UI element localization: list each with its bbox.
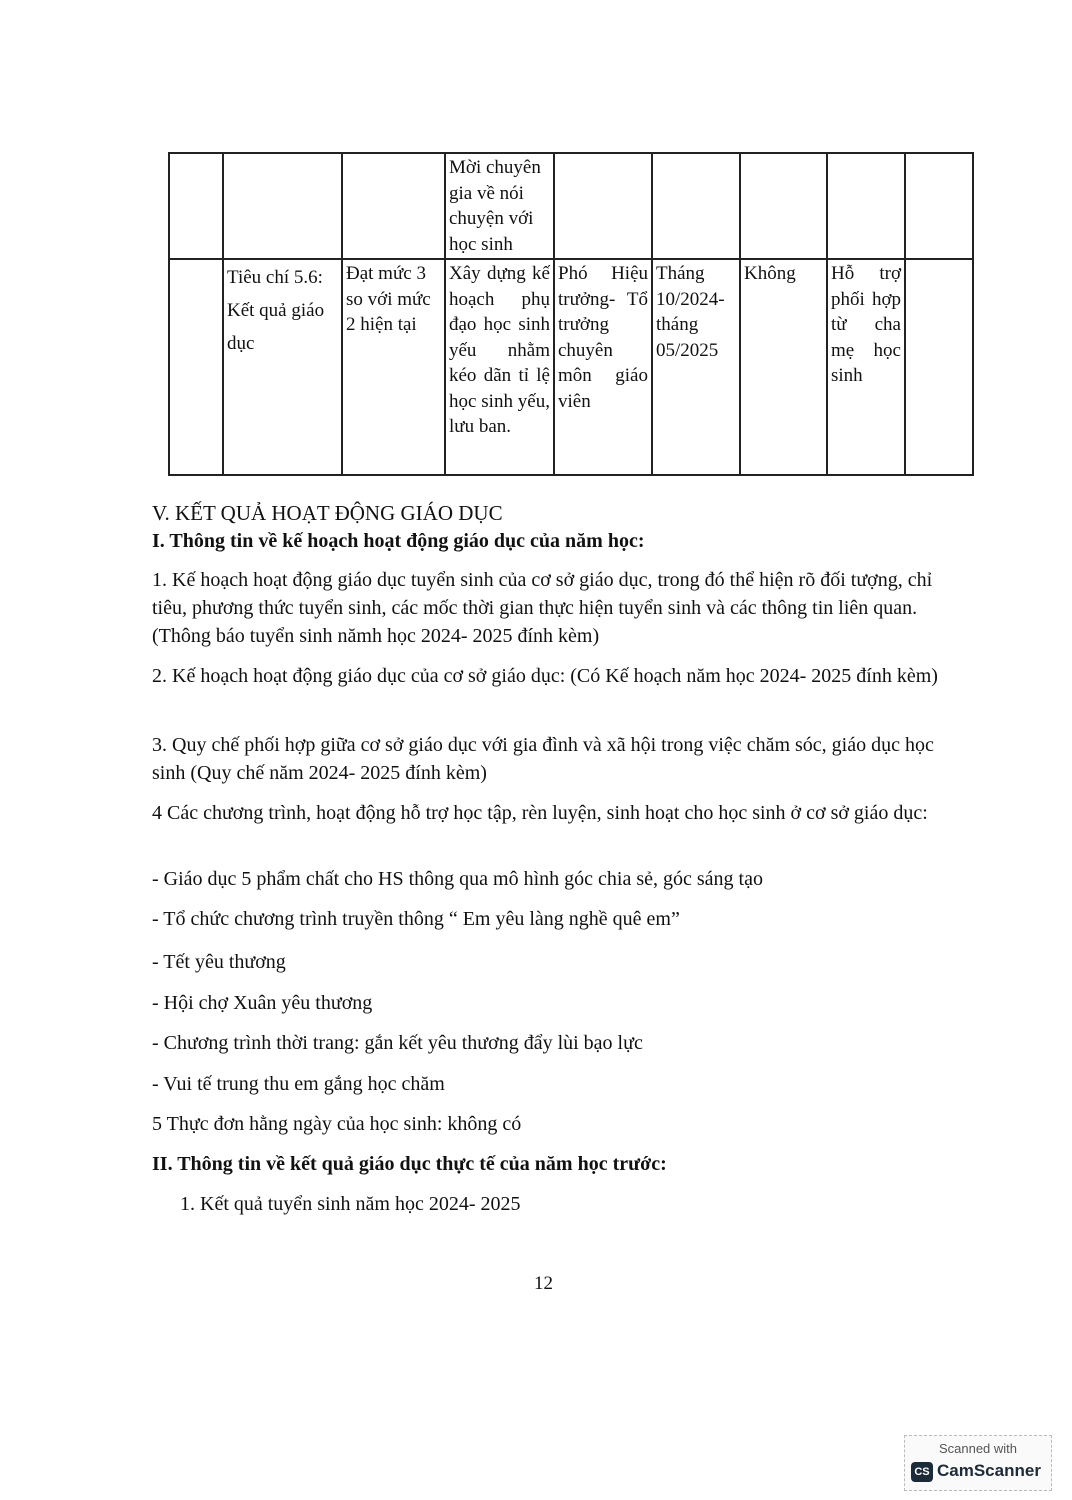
responsible-cell: Phó Hiệu trưởng- Tổ trưởng chuyên môn giáo viên bbox=[554, 259, 652, 475]
plan-table bbox=[168, 152, 974, 476]
table-row bbox=[169, 153, 973, 259]
table-cell bbox=[905, 259, 973, 475]
page-number: 12 bbox=[534, 1273, 553, 1294]
sub-item-1: 1. Kết quả tuyển sinh năm học 2024- 2025 bbox=[180, 1193, 521, 1215]
activity-cell: Xây dựng kế hoạch phụ đạo học sinh yếu nhằm kéo dãn tỉ lệ học sinh yếu, lưu ban. bbox=[445, 259, 554, 475]
activity-item: - Tổ chức chương trình truyền thông “ Em yêu làng nghề quê em” bbox=[152, 908, 680, 930]
badge-brand: CamScanner bbox=[937, 1461, 1041, 1480]
table-cell bbox=[652, 153, 740, 259]
item-4: 4 Các chương trình, hoạt động hỗ trợ học tập, rèn luyện, sinh hoạt cho học sinh ở cơ sở giáo dục: bbox=[152, 802, 928, 824]
table-cell bbox=[827, 153, 905, 259]
activity-item: - Giáo dục 5 phẩm chất cho HS thông qua mô hình góc chia sẻ, góc sáng tạo bbox=[152, 868, 763, 890]
target-cell: Đạt mức 3 so với mức 2 hiện tại bbox=[342, 259, 445, 475]
table-cell bbox=[342, 153, 445, 259]
table-cell bbox=[169, 153, 223, 259]
section-ii-title: II. Thông tin về kết quả giáo dục thực tế của năm học trước: bbox=[152, 1153, 667, 1175]
table-cell bbox=[740, 153, 827, 259]
table-cell bbox=[169, 259, 223, 475]
section-v-title: V. KẾT QUẢ HOẠT ĐỘNG GIÁO DỤC bbox=[152, 501, 503, 525]
item-5: 5 Thực đơn hằng ngày của học sinh: không có bbox=[152, 1113, 522, 1135]
activity-item: - Chương trình thời trang: gắn kết yêu thương đẩy lùi bạo lực bbox=[152, 1032, 643, 1054]
item-3: 3. Quy chế phối hợp giữa cơ sở giáo dục với gia đình và xã hội trong việc chăm sóc, giáo dục học sinh (Quy chế năm 2024- 2025 đính kèm) bbox=[152, 734, 934, 784]
table-cell bbox=[554, 153, 652, 259]
section-i-title: I. Thông tin về kế hoạch hoạt động giáo dục của năm học: bbox=[152, 530, 645, 552]
table-cell bbox=[223, 153, 342, 259]
camscanner-badge bbox=[904, 1435, 1052, 1491]
activity-item: - Hội chợ Xuân yêu thương bbox=[152, 992, 373, 1014]
activity-cell: Mời chuyên gia về nói chuyện với học sinh bbox=[445, 153, 554, 259]
support-cell: Hỗ trợ phối hợp từ cha mẹ học sinh bbox=[827, 259, 905, 475]
activity-item: - Vui tế trung thu em gắng học chăm bbox=[152, 1073, 445, 1095]
activity-item: - Tết yêu thương bbox=[152, 951, 286, 973]
item-2: 2. Kế hoạch hoạt động giáo dục của cơ sở giáo dục: (Có Kế hoạch năm học 2024- 2025 đính kèm) bbox=[152, 665, 938, 687]
item-1: 1. Kế hoạch hoạt động giáo dục tuyển sinh của cơ sở giáo dục, trong đó thể hiện rõ đối tượng, chỉ tiêu, phương thức tuyển sinh, các mốc thời gian thực hiện tuyển sinh và các thông tin liên quan. (Thông báo tuyển sinh nămh học 2024- 2025 đính kèm) bbox=[152, 569, 933, 647]
cost-cell: Không bbox=[740, 259, 827, 475]
time-cell: Tháng 10/2024- tháng 05/2025 bbox=[652, 259, 740, 475]
criterion-cell: Tiêu chí 5.6: Kết quả giáo dục bbox=[223, 259, 342, 475]
table-cell bbox=[905, 153, 973, 259]
camscanner-logo-icon: CS bbox=[911, 1462, 933, 1482]
table-row bbox=[169, 259, 973, 475]
badge-caption: Scanned with bbox=[938, 1441, 1018, 1456]
